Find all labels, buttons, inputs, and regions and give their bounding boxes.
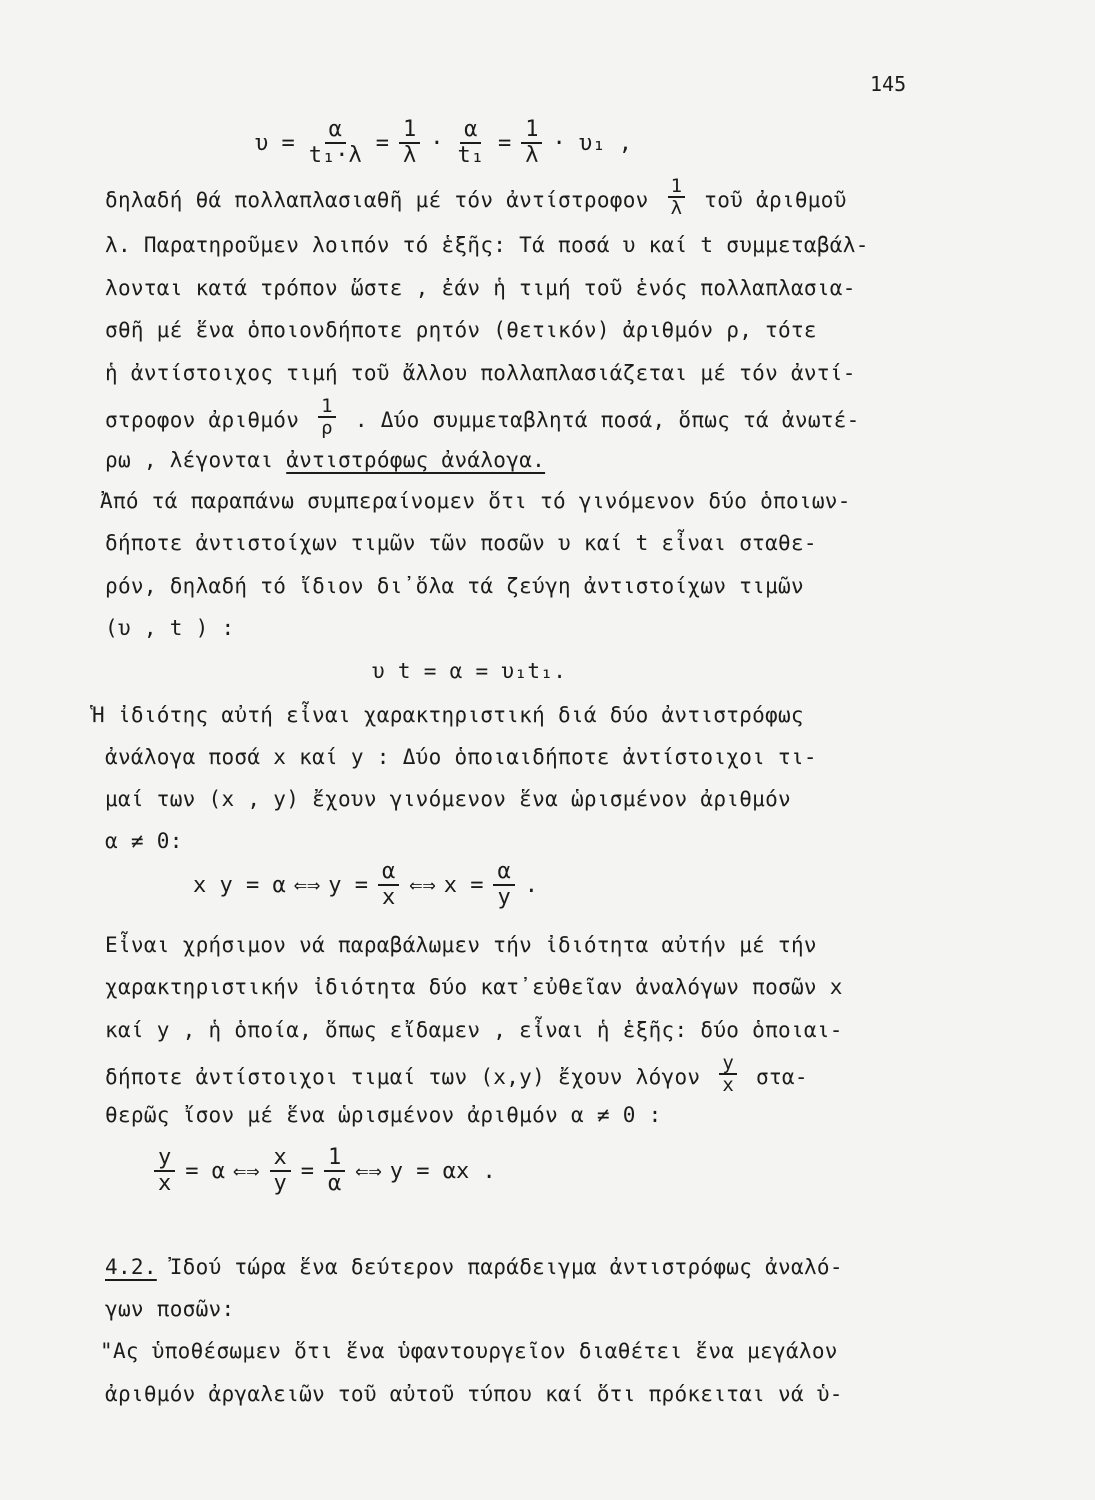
eq4-fraction-3: $\frac{1}{\alpha}$ [324,1146,345,1196]
eq3-fraction-2: $\frac{\alpha}{y}$ [493,860,514,910]
inline-fraction-y-over-x: $\frac{y}{x}$ [719,1053,737,1095]
text-line-16: Εἶναι χρήσιμον νά παραβάλωμεν τήν ἰδιότητα αὐτήν μέ τήν [105,933,817,957]
text-line-19: δήποτε ἀντίστοιχοι τιμαί των (x,y) ἔχουν λόγον $\frac{y}{x}$ στα- [105,1052,808,1096]
text-line-7: ρω , λέγονται ἀντιστρόφως ἀνάλογα. [105,448,546,472]
eq1-equals: = [375,130,389,156]
eq1-lhs: υ = [255,130,295,156]
text-line-6: στροφον ἀριθμόν $\frac{1}{\rho}$ . Δύο συμμεταβλητά ποσά, ὅπως τά ἀνωτέ- [105,395,860,439]
text-line-12: Ἡ ἰδιότης αὐτή εἶναι χαρακτηριστική διά δύο ἀντιστρόφως [92,703,804,727]
text-line-1: δηλαδή θά πολλαπλασιαθῆ μέ τόν ἀντίστροφον $\frac{1}{\lambda}$ τοῦ ἀριθμοῦ [105,175,847,219]
eq3-fraction-1: $\frac{\alpha}{x}$ [378,860,399,910]
eq1-fraction-3: $\frac{\alpha}{\text{t₁}}$ [457,117,484,168]
double-arrow-icon: ⇐⇒ [409,872,436,898]
eq1-tail: · υ₁ , [552,130,632,156]
page-number: 145 [870,72,907,96]
text-line-17: χαρακτηριστικήν ἰδιότητα δύο κατ᾿εὐθεῖαν ἀναλόγων ποσῶν x [105,975,843,999]
eq4-fraction-1: $\frac{y}{x}$ [154,1146,175,1196]
text-line-8: Ἀπό τά παραπάνω συμπεραίνομεν ὅτι τό γινόμενον δύο ὁποιων- [100,489,851,513]
eq1-fraction-2: $\frac{1}{\lambda}$ [399,118,420,168]
text-line-9: δήποτε ἀντιστοίχων τιμῶν τῶν ποσῶν υ καί t εἶναι σταθε- [105,531,817,555]
text-line-14: μαί των (x , y) ἔχουν γινόμενον ἕνα ὡρισμένον ἀριθμόν [105,787,791,811]
equation-product: υ t = α = υ₁t₁. [372,659,567,683]
equation-inverse-proportion: x y = α ⇐⇒ y = $\frac{\alpha}{x}$ ⇐⇒ x = $\frac{\alpha}{y}$ . [193,859,538,910]
text-line-3: λονται κατά τρόπον ὥστε , ἐάν ἡ τιμή τοῦ ἑνός πολλαπλασια- [105,276,856,300]
text-line-13: ἀνάλογα ποσά x καί y : Δύο ὁποιαιδήποτε ἀντίστοιχοι τι- [105,745,817,769]
inline-fraction-1-lambda: $\frac{1}{\lambda}$ [668,176,686,218]
text-line-23: "Ας ὑποθέσωμεν ὅτι ἕνα ὑφαντουργεῖον διαθέτει ἕνα μεγάλον [100,1339,838,1363]
eq1-fraction-4: $\frac{1}{\lambda}$ [521,118,542,168]
eq1-dot: · [430,130,444,156]
double-arrow-icon: ⇐⇒ [233,1158,260,1184]
text-line-15: α ≠ 0: [105,829,183,853]
text-line-10: ρόν, δηλαδή τό ἴδιον δι᾿ὅλα τά ζεύγη ἀντιστοίχων τιμῶν [105,574,804,598]
text-line-5: ἡ ἀντίστοιχος τιμή τοῦ ἄλλου πολλαπλασιάζεται μέ τόν ἀντί- [105,361,856,385]
text-line-18: καί y , ἡ ὁποία, ὅπως εἴδαμεν , εἶναι ἡ ἑξῆς: δύο ὁποιαι- [105,1018,843,1042]
text-line-20: θερῶς ἴσον μέ ἕνα ὡρισμένον ἀριθμόν α ≠ 0 : [105,1103,662,1127]
eq1-fraction-1: $\frac{\alpha}{\text{t₁·λ}}$ [308,117,362,168]
text-line-4: σθῆ μέ ἕνα ὁποιονδήποτε ρητόν (θετικόν) ἀριθμόν ρ, τότε [105,318,817,342]
section-number: 4.2. [105,1255,157,1279]
underlined-term: ἀντιστρόφως ἀνάλογα. [286,448,546,472]
text-line-11: (υ , t ) : [105,616,235,640]
equation-direct-proportion: $\frac{y}{x}$ = α ⇐⇒ $\frac{x}{y}$ = $\frac{1}{\alpha}$ ⇐⇒ y = αx . [152,1146,496,1196]
equation-velocity [255,118,632,168]
eq4-fraction-2: $\frac{x}{y}$ [270,1146,291,1196]
text-line-21: 4.2. Ἰδού τώρα ἕνα δεύτερον παράδειγμα ἀντιστρόφως ἀναλό- [105,1255,843,1279]
eq1-equals-2: = [497,130,512,156]
double-arrow-icon: ⇐⇒ [355,1158,382,1184]
text-line-22: γων ποσῶν: [105,1297,235,1321]
inline-fraction-1-rho: $\frac{1}{\rho}$ [318,396,336,438]
text-line-24: ἀριθμόν ἀργαλειῶν τοῦ αὐτοῦ τύπου καί ὅτι πρόκειται νά ὑ- [105,1382,843,1406]
double-arrow-icon: ⇐⇒ [293,872,321,898]
text-line-2: λ. Παρατηροῦμεν λοιπόν τό ἑξῆς: Τά ποσά υ καί t συμμεταβάλ- [105,233,869,257]
